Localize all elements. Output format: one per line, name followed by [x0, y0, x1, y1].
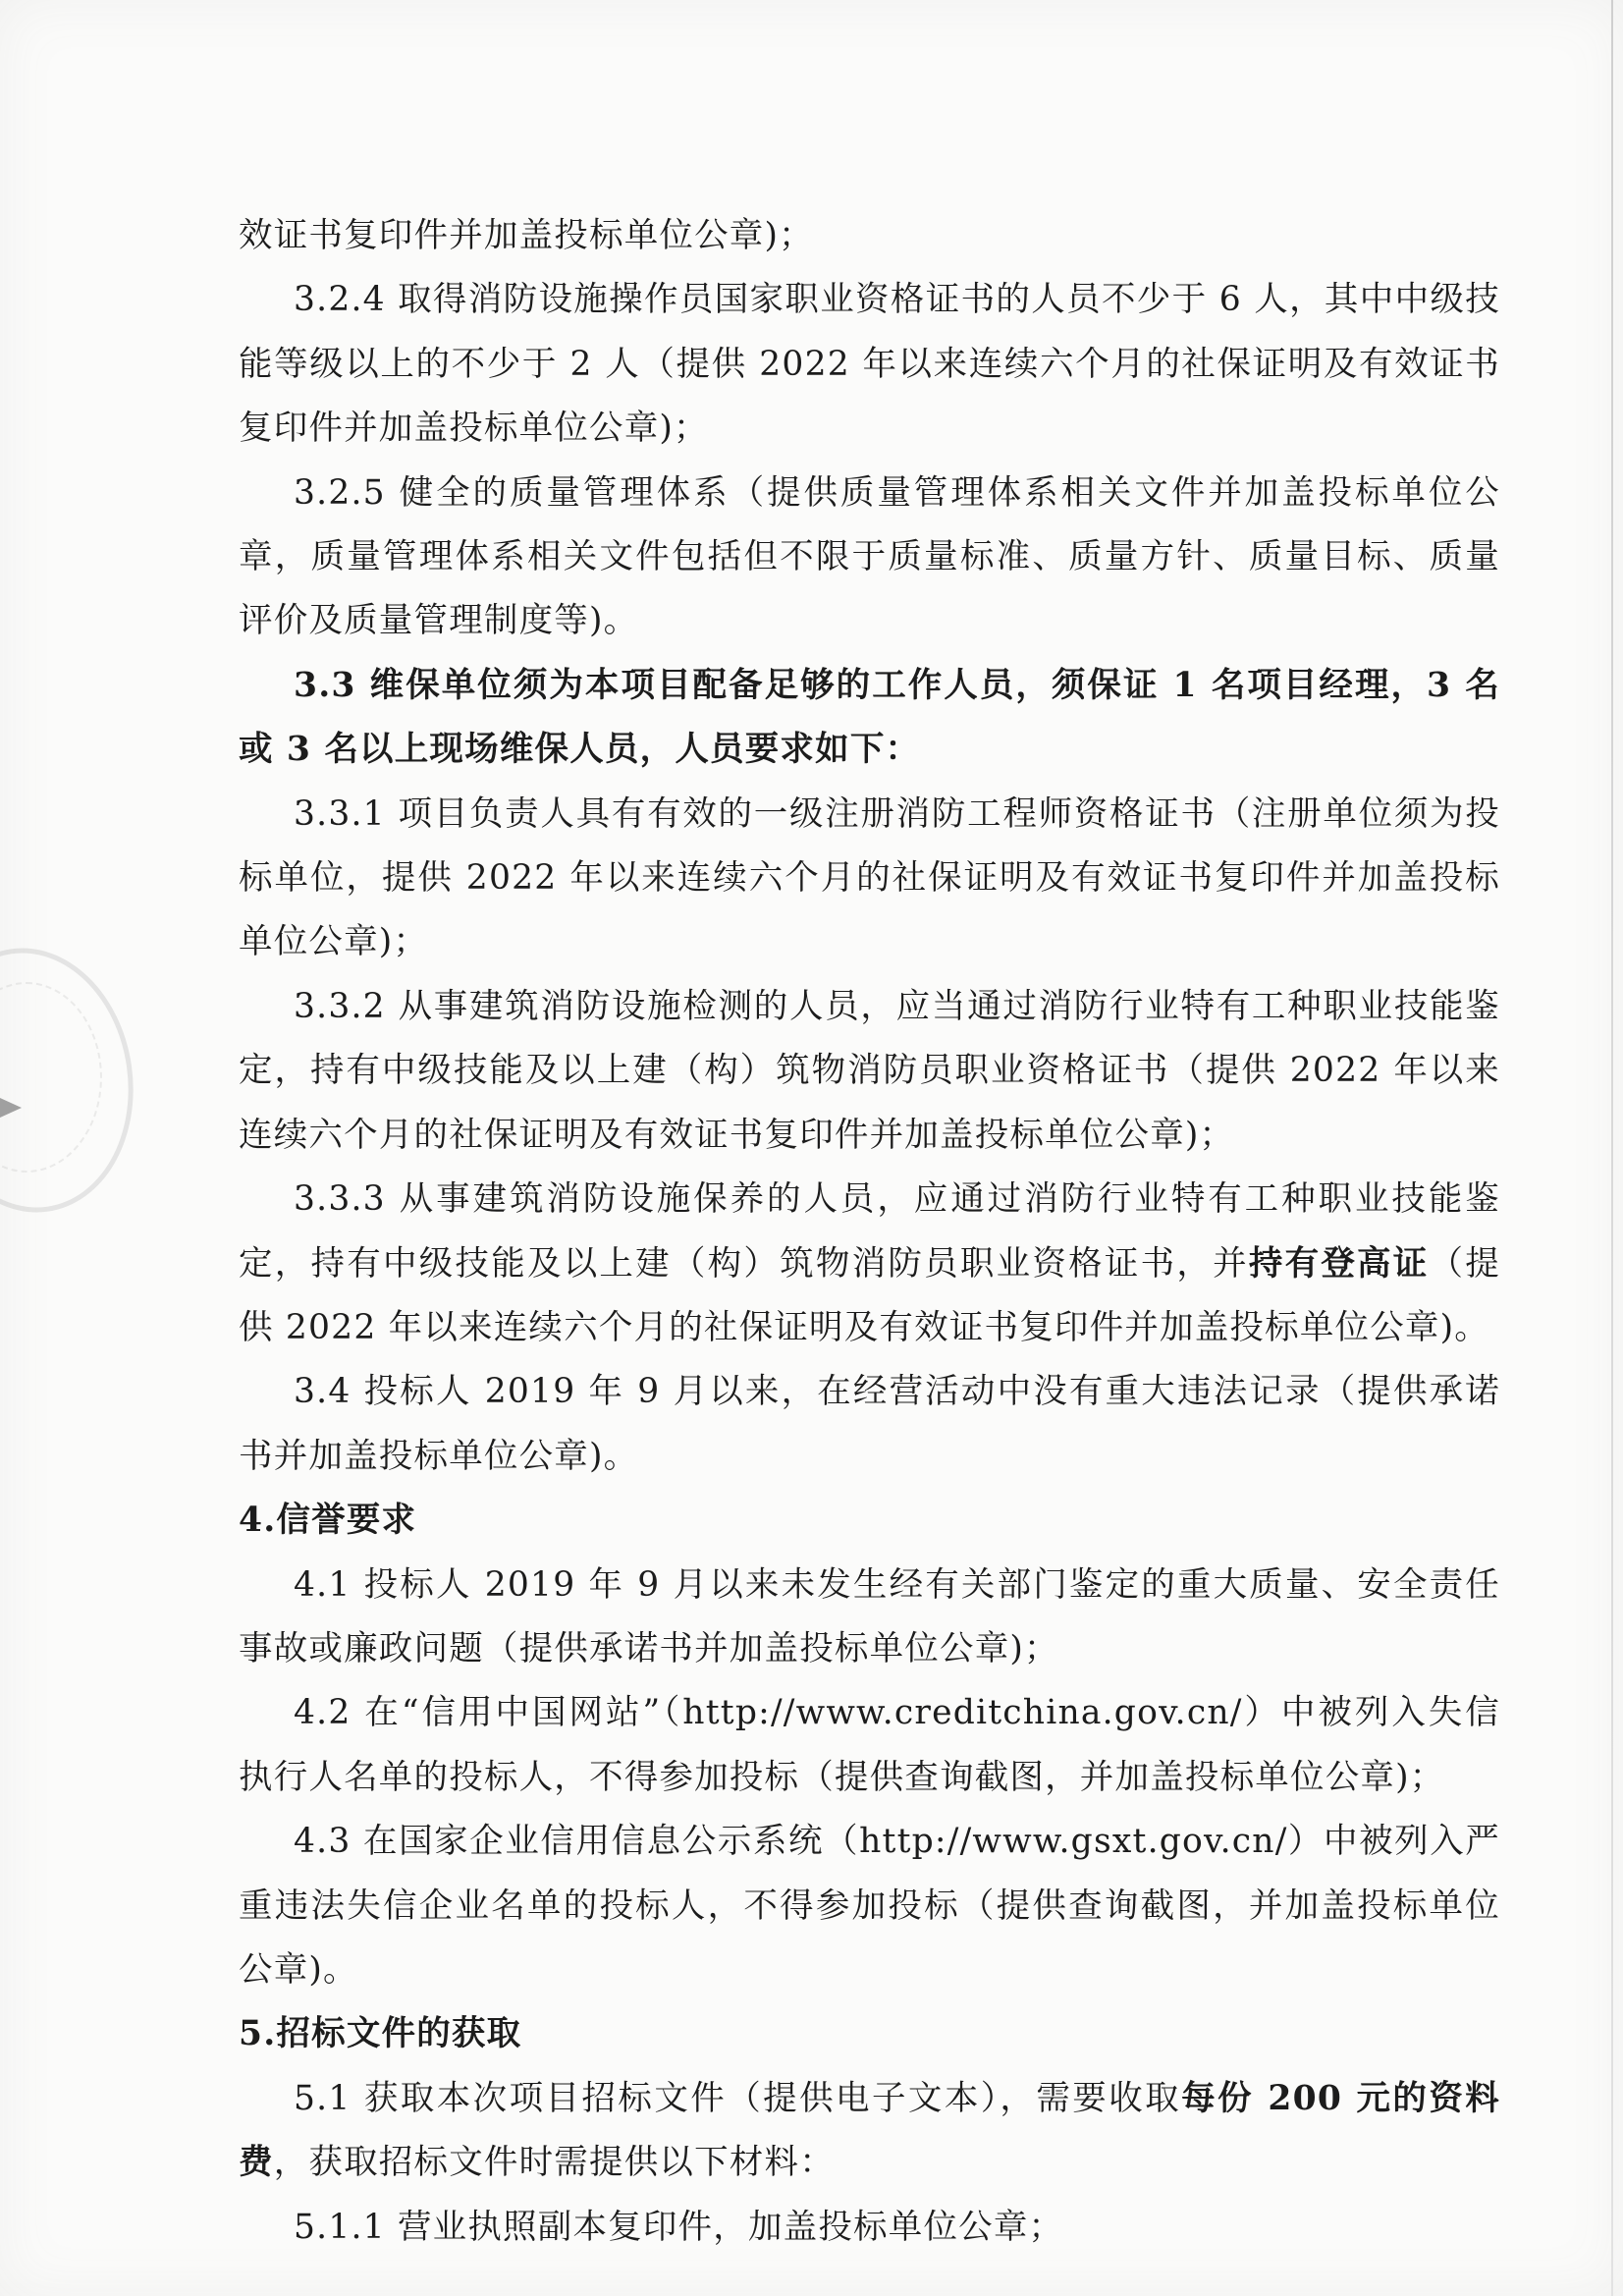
paragraph-5-1-bold: 每份 200 元的资料费 — [239, 2078, 1500, 2183]
paragraph-continued: 效证书复印件并加盖投标单位公章)； — [239, 216, 814, 255]
paragraph-3-4: 3.4 投标人 2019 年 9 月以来，在经营活动中没有重大违法记录（提供承诺书并加盖投标单位公章)。 — [239, 1372, 1500, 1476]
paragraph-5-1-text-a: 5.1 获取本次项目招标文件（提供电子文本），需要收取 — [294, 2078, 1182, 2118]
paragraph-5-1-text-c: ，获取招标文件时需提供以下材料： — [273, 2143, 835, 2183]
paragraph-5-1 — [239, 2067, 1500, 2196]
paragraph-3-2-4: 3.2.4 取得消防设施操作员国家职业资格证书的人员不少于 6 人，其中中级技能等级以上的不少于 2 人（提供 2022 年以来连续六个月的社保证明及有效证书复印件并加盖投标单位公章)； — [239, 280, 1500, 449]
paragraph-3-2-5: 3.2.5 健全的质量管理体系（提供质量管理体系相关文件并加盖投标单位公章，质量管理体系相关文件包括但不限于质量标准、质量方针、质量目标、质量评价及质量管理制度等)。 — [239, 472, 1500, 641]
document-body — [239, 204, 1500, 2260]
paragraph-5-1-1: 5.1.1 营业执照副本复印件，加盖投标单位公章； — [294, 2207, 1064, 2247]
paragraph-3-3-2: 3.3.2 从事建筑消防设施检测的人员，应当通过消防行业特有工种职业技能鉴定，持有中级技能及以上建（构）筑物消防员职业资格证书（提供 2022 年以来连续六个月的社保证明及有效证书复印件并加盖投标单位公章)； — [239, 986, 1500, 1155]
paragraph-4-1: 4.1 投标人 2019 年 9 月以来未发生经有关部门鉴定的重大质量、安全责任事故或廉政问题（提供承诺书并加盖投标单位公章)； — [239, 1564, 1500, 1668]
page-edge-line — [1611, 0, 1613, 2296]
paragraph-3-3-3 — [239, 1168, 1500, 1360]
paragraph-4-2: 4.2 在“信用中国网站”（http://www.creditchina.gov.cn/）中被列入失信执行人名单的投标人，不得参加投标（提供查询截图，并加盖投标单位公章)； — [239, 1693, 1500, 1797]
paragraph-3-3-3-text-c: （提供 2022 年以来连续六个月的社保证明及有效证书复印件并加盖投标单位公章)。 — [239, 1243, 1500, 1347]
paragraph-3-3: 3.3 维保单位须为本项目配备足够的工作人员，须保证 1 名项目经理，3 名或 3 名以上现场维保人员，人员要求如下： — [239, 665, 1500, 770]
seal-star-icon — [0, 1098, 22, 1118]
section-heading-5: 5.招标文件的获取 — [239, 2014, 522, 2054]
paragraph-3-3-3-bold: 持有登高证 — [1248, 1243, 1430, 1284]
section-heading-4: 4.信誉要求 — [239, 1501, 417, 1541]
paragraph-4-3: 4.3 在国家企业信用信息公示系统（http://www.gsxt.gov.cn/）中被列入严重违法失信企业名单的投标人，不得参加投标（提供查询截图，并加盖投标单位公章)。 — [239, 1822, 1500, 1990]
paragraph-3-3-1: 3.3.1 项目负责人具有有效的一级注册消防工程师资格证书（注册单位须为投标单位，提供 2022 年以来连续六个月的社保证明及有效证书复印件并加盖投标单位公章)； — [239, 793, 1500, 962]
paragraph-3-3-3-text-a: 3.3.3 从事建筑消防设施保养的人员，应通过消防行业特有工种职业技能鉴定，持有中级技能及以上建（构）筑物消防员职业资格证书，并 — [239, 1179, 1500, 1284]
